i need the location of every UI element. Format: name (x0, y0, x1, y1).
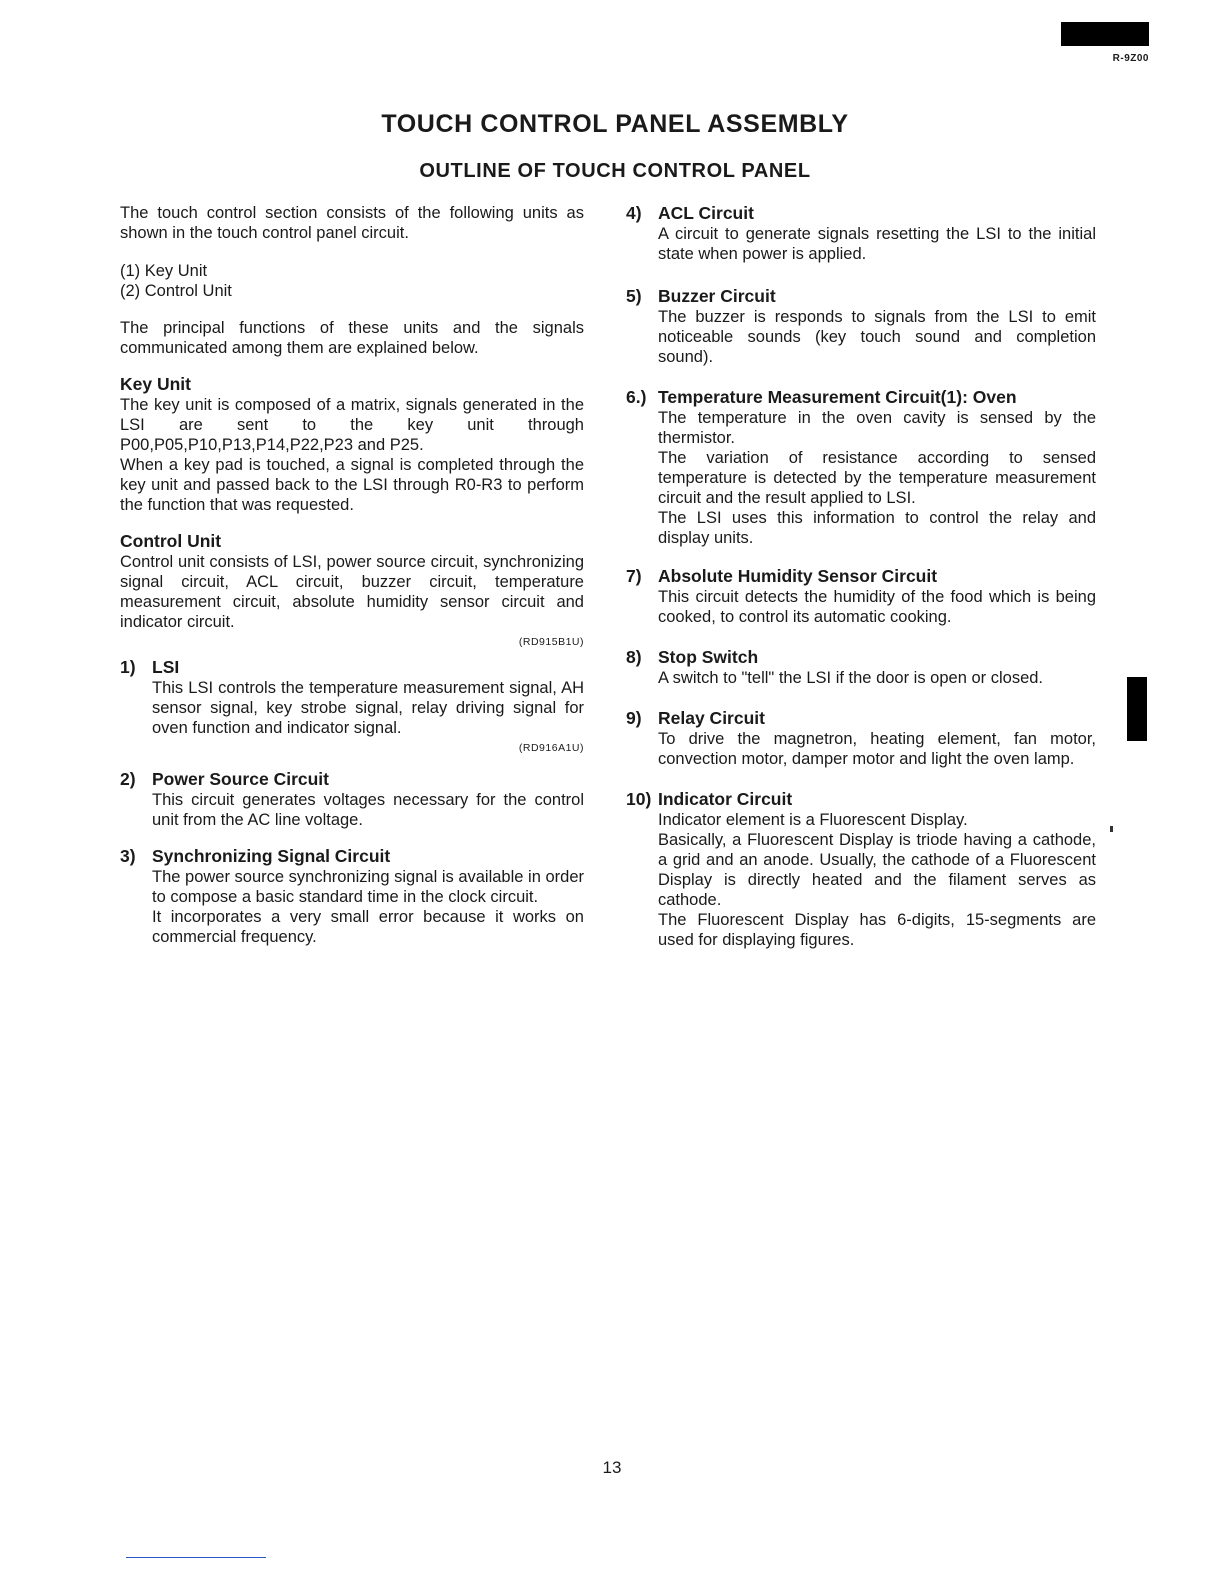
model-number: R-9Z00 (1112, 53, 1149, 64)
numbered-heading (626, 708, 1096, 729)
section-number: 5) (626, 286, 642, 306)
section-text: A circuit to generate signals resetting the LSI to the initial state when power is applied. (658, 225, 1096, 263)
stop-switch-section (626, 647, 1096, 688)
section-text: This LSI controls the temperature measurement signal, AH sensor signal, key strobe signal, relay driving signal for oven function and indicator signal. (152, 679, 584, 737)
numbered-heading (120, 657, 584, 678)
section-text: The key unit is composed of a matrix, signals generated in the LSI are sent to the key unit through P00,P05,P10,P13,P14,P22,P23 and P25. (120, 396, 584, 454)
bottom-rule (126, 1557, 266, 1558)
section-number: 8) (626, 647, 642, 667)
key-unit-section (120, 374, 584, 515)
corner-black-block (1061, 22, 1149, 46)
section-number: 7) (626, 566, 642, 586)
unit-list (120, 261, 584, 301)
control-unit-section (120, 531, 584, 649)
numbered-heading (120, 846, 584, 867)
section-text: Indicator element is a Fluorescent Display. (658, 811, 968, 829)
section-number: 10) (626, 789, 652, 809)
buzzer-section (626, 286, 1096, 367)
section-text: A switch to "tell" the LSI if the door is open or closed. (658, 669, 1044, 687)
section-text: This circuit detects the humidity of the food which is being cooked, to control its automatic cooking. (658, 588, 1096, 626)
section-text: This circuit generates voltages necessary for the control unit from the AC line voltage. (152, 791, 584, 829)
section-text: To drive the magnetron, heating element, fan motor, convection motor, damper motor and light the oven lamp. (658, 730, 1096, 768)
lsi-section (120, 657, 584, 755)
section-heading: Absolute Humidity Sensor Circuit (658, 566, 938, 586)
numbered-heading (626, 203, 1096, 224)
section-number: 2) (120, 769, 136, 789)
scan-speck (1110, 826, 1113, 832)
section-heading: ACL Circuit (658, 203, 754, 223)
acl-section (626, 203, 1096, 264)
section-text: The Fluorescent Display has 6-digits, 15-segments are used for displaying figures. (658, 911, 1096, 949)
section-heading: Indicator Circuit (658, 789, 793, 809)
section-heading: Stop Switch (658, 647, 759, 667)
section-number: 9) (626, 708, 642, 728)
principal-paragraph: The principal functions of these units and the signals communicated among them are explained below. (120, 319, 584, 357)
reference-code: (RD916A1U) (518, 742, 584, 754)
section-text: The power source synchronizing signal is available in order to compose a basic standard time in the clock circuit. (152, 868, 584, 906)
section-number: 1) (120, 657, 136, 677)
section-text: It incorporates a very small error because it works on commercial frequency. (152, 908, 584, 946)
section-tab-marker (1127, 677, 1147, 741)
section-heading: Key Unit (120, 374, 191, 394)
indicator-section (626, 789, 1096, 950)
numbered-heading (626, 387, 1096, 408)
section-number: 4) (626, 203, 642, 223)
numbered-heading (626, 789, 1096, 810)
section-text: The buzzer is responds to signals from the LSI to emit noticeable sounds (key touch sound and completion sound). (658, 308, 1096, 366)
section-heading: Buzzer Circuit (658, 286, 776, 306)
reference-code: (RD915B1U) (518, 636, 584, 648)
section-heading: Temperature Measurement Circuit(1): Oven (658, 387, 1017, 407)
power-source-section (120, 769, 584, 830)
section-text: The temperature in the oven cavity is sensed by the thermistor. (658, 409, 1096, 447)
section-text: Basically, a Fluorescent Display is triode having a cathode, a grid and an anode. Usually, the cathode of a Fluorescent Display is directly heated and the filament serves as cathode. (658, 831, 1096, 909)
section-heading: Control Unit (120, 531, 222, 551)
numbered-heading (626, 566, 1096, 587)
relay-section (626, 708, 1096, 769)
section-heading: LSI (152, 657, 180, 677)
left-column (120, 203, 584, 947)
section-heading: Synchronizing Signal Circuit (152, 846, 391, 866)
numbered-heading (626, 647, 1096, 668)
unit-list-item: (1) Key Unit (120, 262, 208, 280)
section-text: Control unit consists of LSI, power source circuit, synchronizing signal circuit, ACL circuit, buzzer circuit, temperature measurement circuit, absolute humidity sensor circuit and indicator circuit. (120, 553, 584, 631)
humidity-section (626, 566, 1096, 627)
page-title: TOUCH CONTROL PANEL ASSEMBLY (381, 110, 849, 138)
section-text: The variation of resistance according to sensed temperature is detected by the temperature measurement circuit and the result applied to LSI. (658, 449, 1096, 507)
section-heading: Relay Circuit (658, 708, 765, 728)
intro-paragraph: The touch control section consists of the following units as shown in the touch control panel circuit. (120, 204, 584, 242)
page-number: 13 (602, 1458, 622, 1477)
numbered-heading (120, 769, 584, 790)
numbered-heading (626, 286, 1096, 307)
section-number: 6.) (626, 387, 647, 407)
page-subtitle: OUTLINE OF TOUCH CONTROL PANEL (419, 160, 811, 182)
right-column (626, 203, 1096, 950)
section-text: When a key pad is touched, a signal is completed through the key unit and passed back to the LSI through R0-R3 to perform the function that was requested. (120, 456, 584, 514)
section-number: 3) (120, 846, 136, 866)
unit-list-item: (2) Control Unit (120, 282, 232, 300)
section-heading: Power Source Circuit (152, 769, 329, 789)
section-text: The LSI uses this information to control the relay and display units. (658, 509, 1096, 547)
temperature-section (626, 387, 1096, 548)
sync-signal-section (120, 846, 584, 947)
